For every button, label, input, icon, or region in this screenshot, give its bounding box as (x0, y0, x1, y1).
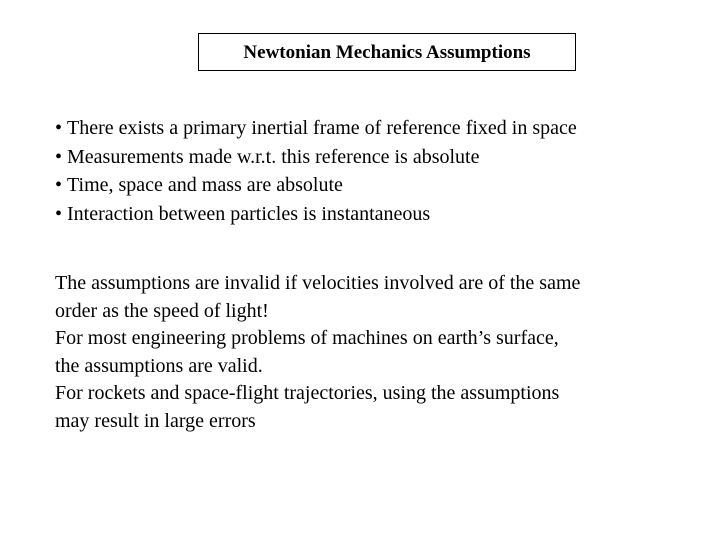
note-line: may result in large errors (55, 409, 256, 432)
note-line: For rockets and space-flight trajectories, using the assumptions (55, 382, 560, 404)
bullet-text: There exists a primary inertial frame of reference fixed in space (67, 117, 577, 139)
note-line: the assumptions are valid. (55, 354, 263, 377)
bullet-text: Interaction between particles is instantaneous (67, 202, 431, 225)
note-line: For most engineering problems of machines on earth’s surface, (55, 327, 559, 349)
list-item (55, 114, 577, 143)
bullet-marker: • (55, 117, 63, 139)
slide-title: Newtonian Mechanics Assumptions (243, 41, 531, 63)
assumptions-list (55, 114, 577, 228)
bullet-marker: • (55, 145, 63, 168)
title-box (198, 33, 576, 71)
note-line: The assumptions are invalid if velocities involved are of the same (55, 272, 581, 294)
bullet-text: Time, space and mass are absolute (67, 174, 343, 196)
note-line: order as the speed of light! (55, 299, 269, 322)
list-item (55, 200, 577, 229)
bullet-marker: • (55, 202, 63, 225)
notes-paragraph (55, 270, 580, 435)
bullet-marker: • (55, 174, 63, 196)
list-item (55, 171, 577, 200)
list-item (55, 143, 577, 172)
bullet-text: Measurements made w.r.t. this reference is absolute (67, 145, 480, 168)
